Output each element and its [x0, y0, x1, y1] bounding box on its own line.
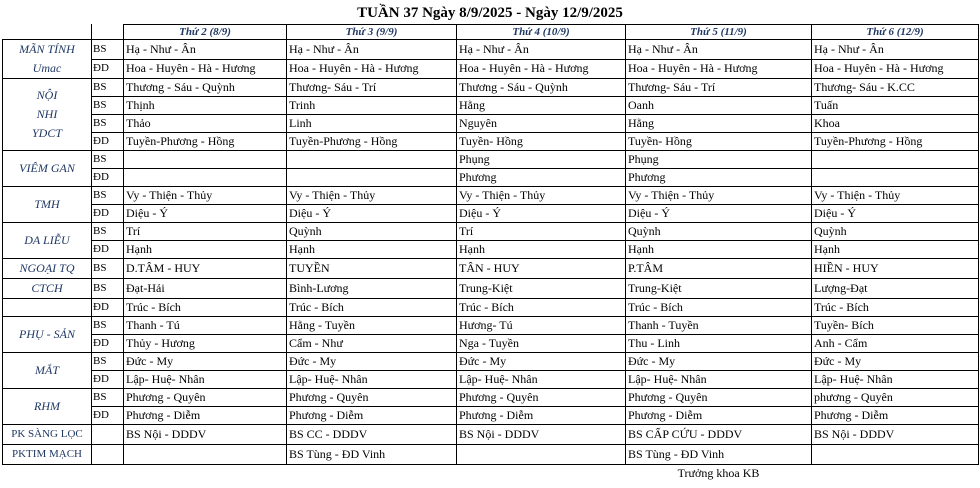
shift-cell: BS CẤP CỨU - DDDV — [626, 425, 812, 445]
corner-blank-role — [92, 25, 124, 40]
shift-cell: Phương — [626, 169, 812, 187]
department-name — [3, 40, 92, 79]
role-cell: BS — [92, 223, 124, 241]
schedule-row — [3, 151, 979, 169]
role-cell: BS — [92, 151, 124, 169]
shift-cell: Hoa - Huyên - Hà - Hương — [124, 59, 287, 79]
shift-cell: Phương - Quyên — [124, 389, 287, 407]
role-cell — [92, 425, 124, 445]
shift-cell: Diệu - Ý — [812, 205, 979, 223]
department-name-line: RHM — [34, 399, 60, 413]
shift-cell: Phương - Diễm — [124, 407, 287, 425]
role-cell: BS — [92, 389, 124, 407]
schedule-row — [3, 445, 979, 465]
shift-cell: BS Nội - DDDV — [457, 425, 626, 445]
schedule-body — [3, 40, 979, 465]
department-name-line: PKTIM MẠCH — [12, 448, 82, 460]
schedule-row — [3, 169, 979, 187]
shift-cell: Hằng — [457, 97, 626, 115]
shift-cell: Anh - Cẩm — [812, 335, 979, 353]
role-cell: BS — [92, 187, 124, 205]
shift-cell: Hạnh — [124, 241, 287, 259]
department-name — [3, 259, 92, 279]
department-name — [3, 389, 92, 425]
shift-cell: Thảo — [124, 115, 287, 133]
shift-cell: Thủy - Hương — [124, 335, 287, 353]
shift-cell: Quỳnh — [812, 223, 979, 241]
role-cell: ĐD — [92, 299, 124, 317]
schedule-row — [3, 317, 979, 335]
shift-cell: Hạ - Như - Ân — [457, 40, 626, 60]
shift-cell — [457, 445, 626, 465]
department-name-line: PHỤ - SẢN — [19, 327, 75, 341]
department-name — [3, 353, 92, 389]
schedule-row — [3, 187, 979, 205]
schedule-row — [3, 425, 979, 445]
shift-cell: Hằng - Tuyền — [287, 317, 457, 335]
schedule-row — [3, 59, 979, 79]
shift-cell: TUYỀN — [287, 259, 457, 279]
role-cell: BS — [92, 79, 124, 97]
department-name-line: DA LIỄU — [24, 233, 70, 247]
day-header: Thứ 5 (11/9) — [626, 25, 812, 40]
shift-cell: Cẩm - Như — [287, 335, 457, 353]
role-cell — [92, 445, 124, 465]
shift-cell — [812, 445, 979, 465]
shift-cell: Hạ - Như - Ân — [812, 40, 979, 60]
department-name-line: MÃN TÍNH — [19, 42, 75, 56]
shift-cell: Trung-Kiệt — [626, 279, 812, 299]
schedule-row — [3, 133, 979, 151]
shift-cell: D.TÂM - HUY — [124, 259, 287, 279]
department-name — [3, 445, 92, 465]
shift-cell: BS Nội - DDDV — [812, 425, 979, 445]
shift-cell: Diệu - Ý — [124, 205, 287, 223]
shift-cell: Hoa - Huyên - Hà - Hương — [287, 59, 457, 79]
shift-cell: Tuyền-Phương - Hồng — [287, 133, 457, 151]
shift-cell: Hạ - Như - Ân — [124, 40, 287, 60]
department-name — [3, 151, 92, 187]
role-cell: BS — [92, 317, 124, 335]
shift-cell: Nguyên — [457, 115, 626, 133]
shift-cell: Tuyền-Phương - Hồng — [812, 133, 979, 151]
schedule-row — [3, 299, 979, 317]
shift-cell: Thương- Sáu - Trí — [287, 79, 457, 97]
shift-cell: Đức - My — [124, 353, 287, 371]
schedule-title: TUẦN 37 Ngày 8/9/2025 - Ngày 12/9/2025 — [357, 5, 623, 21]
day-header: Thứ 2 (8/9) — [124, 25, 287, 40]
shift-cell: P.TÂM — [626, 259, 812, 279]
shift-cell: Lập- Huệ- Nhân — [626, 371, 812, 389]
shift-cell: Phương - Quyên — [287, 389, 457, 407]
shift-cell: Hương- Tú — [457, 317, 626, 335]
shift-cell: Hạ - Như - Ân — [626, 40, 812, 60]
department-name — [3, 187, 92, 223]
shift-cell: Phương - Quyên — [626, 389, 812, 407]
role-cell: ĐD — [92, 59, 124, 79]
signature-label: Trưởng khoa KB — [677, 466, 760, 480]
shift-cell: Vy - Thiện - Thủy — [626, 187, 812, 205]
department-name — [3, 299, 92, 317]
role-cell: BS — [92, 279, 124, 299]
corner-blank — [3, 25, 92, 40]
shift-cell: Lập- Huệ- Nhân — [124, 371, 287, 389]
shift-cell: Thanh - Tuyền — [626, 317, 812, 335]
shift-cell: Hạnh — [626, 241, 812, 259]
schedule-table — [2, 24, 979, 482]
shift-cell: Đức - My — [812, 353, 979, 371]
role-cell: ĐD — [92, 205, 124, 223]
schedule-row — [3, 223, 979, 241]
shift-cell: Vy - Thiện - Thủy — [457, 187, 626, 205]
shift-cell: Hạnh — [457, 241, 626, 259]
day-header: Thứ 6 (12/9) — [812, 25, 979, 40]
department-name — [3, 79, 92, 151]
shift-cell: Thương - Sáu - Quỳnh — [457, 79, 626, 97]
shift-cell: Phụng — [626, 151, 812, 169]
shift-cell: Lượng-Đạt — [812, 279, 979, 299]
shift-cell: Quỳnh — [626, 223, 812, 241]
schedule-row — [3, 279, 979, 299]
shift-cell — [124, 151, 287, 169]
shift-cell: Trúc - Bích — [287, 299, 457, 317]
shift-cell: HIỀN - HUY — [812, 259, 979, 279]
shift-cell: Hoa - Huyên - Hà - Hương — [626, 59, 812, 79]
shift-cell — [287, 169, 457, 187]
shift-cell: Phương - Diễm — [457, 407, 626, 425]
shift-cell: phương - Quyên — [812, 389, 979, 407]
shift-cell: Lập- Huệ- Nhân — [287, 371, 457, 389]
shift-cell: Tuấn — [812, 97, 979, 115]
shift-cell: Trinh — [287, 97, 457, 115]
schedule-row — [3, 40, 979, 60]
shift-cell: Đức - My — [457, 353, 626, 371]
day-header-row — [3, 25, 979, 40]
shift-cell: Tuyền- Bích — [812, 317, 979, 335]
shift-cell: Hằng — [626, 115, 812, 133]
role-cell: ĐD — [92, 371, 124, 389]
schedule-row — [3, 353, 979, 371]
shift-cell: Đạt-Hải — [124, 279, 287, 299]
schedule-row — [3, 259, 979, 279]
shift-cell: Quỳnh — [287, 223, 457, 241]
schedule-row — [3, 389, 979, 407]
department-name — [3, 425, 92, 445]
shift-cell: Thanh - Tú — [124, 317, 287, 335]
department-name-line: NỘI — [36, 88, 58, 102]
shift-cell: Diệu - Ý — [457, 205, 626, 223]
shift-cell: Vy - Thiện - Thủy — [812, 187, 979, 205]
shift-cell: Thương - Sáu - Quỳnh — [124, 79, 287, 97]
role-cell: BS — [92, 353, 124, 371]
shift-cell: TÂN - HUY — [457, 259, 626, 279]
shift-cell: Lập- Huệ- Nhân — [457, 371, 626, 389]
shift-cell: Trúc - Bích — [457, 299, 626, 317]
shift-cell: BS Tùng - ĐD Vinh — [287, 445, 457, 465]
schedule-row — [3, 205, 979, 223]
department-name-line: MẮT — [35, 363, 59, 377]
shift-cell — [812, 151, 979, 169]
shift-cell: Nga - Tuyền — [457, 335, 626, 353]
shift-cell: Hạ - Như - Ân — [287, 40, 457, 60]
role-cell: ĐD — [92, 407, 124, 425]
schedule-row — [3, 407, 979, 425]
shift-cell: BS Tùng - ĐD Vinh — [626, 445, 812, 465]
department-name-line: CTCH — [31, 281, 63, 295]
shift-cell: Thương- Sáu - K.CC — [812, 79, 979, 97]
shift-cell: Tuyền-Phương - Hồng — [124, 133, 287, 151]
department-name — [3, 317, 92, 353]
shift-cell: Tuyền- Hồng — [457, 133, 626, 151]
shift-cell: BS CC - DDDV — [287, 425, 457, 445]
shift-cell: Vy - Thiện - Thủy — [124, 187, 287, 205]
shift-cell — [124, 169, 287, 187]
shift-cell: Diệu - Ý — [626, 205, 812, 223]
shift-cell — [287, 151, 457, 169]
shift-cell: Phương - Diễm — [287, 407, 457, 425]
department-name — [3, 279, 92, 299]
shift-cell: Trúc - Bích — [124, 299, 287, 317]
shift-cell: Bình-Lương — [287, 279, 457, 299]
shift-cell: Trí — [457, 223, 626, 241]
shift-cell: Phương — [457, 169, 626, 187]
department-name-line: PK SÀNG LỌC — [11, 428, 83, 440]
schedule-row — [3, 97, 979, 115]
shift-cell: Tuyền- Hồng — [626, 133, 812, 151]
role-cell: ĐD — [92, 169, 124, 187]
shift-cell: Khoa — [812, 115, 979, 133]
shift-cell: BS Nội - DDDV — [124, 425, 287, 445]
day-header: Thứ 4 (10/9) — [457, 25, 626, 40]
role-cell: BS — [92, 97, 124, 115]
shift-cell: Đức - My — [626, 353, 812, 371]
role-cell: ĐD — [92, 133, 124, 151]
department-name-line: Umac — [32, 61, 62, 75]
shift-cell — [124, 445, 287, 465]
shift-cell: Trúc - Bích — [812, 299, 979, 317]
role-cell: ĐD — [92, 241, 124, 259]
shift-cell: Hạnh — [812, 241, 979, 259]
department-name — [3, 223, 92, 259]
shift-cell: Thịnh — [124, 97, 287, 115]
department-name-line: VIÊM GAN — [19, 161, 75, 175]
shift-cell: Hoa - Huyên - Hà - Hương — [812, 59, 979, 79]
department-name-line: NGOẠI TQ — [19, 261, 75, 275]
shift-cell: Trúc - Bích — [626, 299, 812, 317]
shift-cell: Phương - Diễm — [812, 407, 979, 425]
shift-cell — [812, 169, 979, 187]
role-cell: ĐD — [92, 335, 124, 353]
shift-cell: Oanh — [626, 97, 812, 115]
shift-cell: Trung-Kiệt — [457, 279, 626, 299]
shift-cell: Thương- Sáu - Trí — [626, 79, 812, 97]
schedule-row — [3, 371, 979, 389]
role-cell: BS — [92, 115, 124, 133]
department-name-line: NHI — [36, 107, 58, 121]
shift-cell: Vy - Thiện - Thủy — [287, 187, 457, 205]
shift-cell: Hạnh — [287, 241, 457, 259]
day-header: Thứ 3 (9/9) — [287, 25, 457, 40]
shift-cell: Trí — [124, 223, 287, 241]
schedule-row — [3, 241, 979, 259]
schedule-row — [3, 115, 979, 133]
schedule-row — [3, 335, 979, 353]
shift-cell: Diệu - Ý — [287, 205, 457, 223]
shift-cell: Phương - Diễm — [626, 407, 812, 425]
shift-cell: Hoa - Huyên - Hà - Hương — [457, 59, 626, 79]
shift-cell: Đức - My — [287, 353, 457, 371]
shift-cell: Phương - Quyên — [457, 389, 626, 407]
department-name-line: YDCT — [31, 126, 63, 140]
shift-cell: Linh — [287, 115, 457, 133]
shift-cell: Thu - Linh — [626, 335, 812, 353]
role-cell: BS — [92, 40, 124, 60]
role-cell: BS — [92, 259, 124, 279]
shift-cell: Phụng — [457, 151, 626, 169]
schedule-row — [3, 79, 979, 97]
department-name-line: TMH — [34, 197, 60, 211]
shift-cell: Lập- Huệ- Nhân — [812, 371, 979, 389]
